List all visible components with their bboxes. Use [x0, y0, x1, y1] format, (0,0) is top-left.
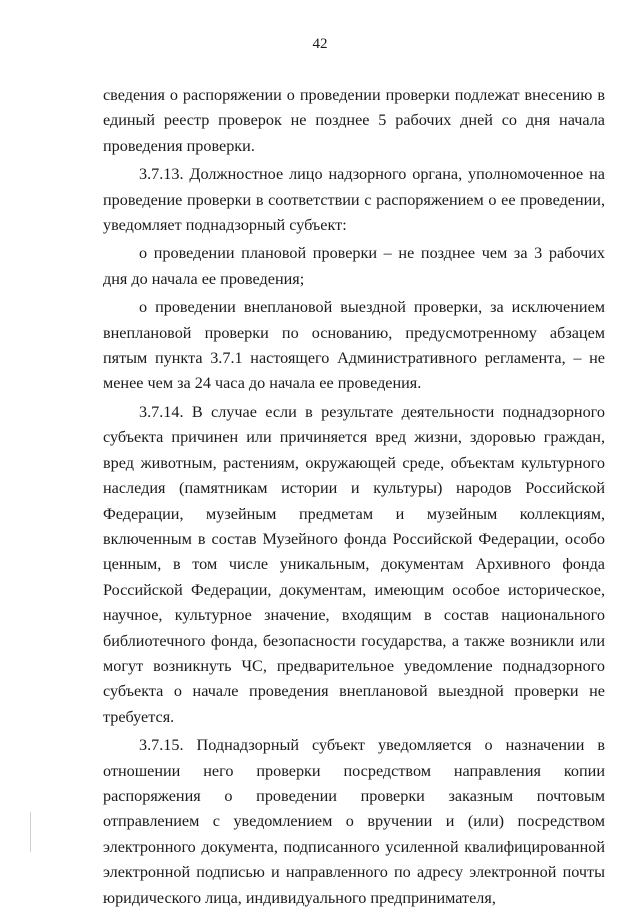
page-number: 42	[312, 36, 328, 52]
paragraph-3-7-15: 3.7.15. Поднадзорный субъект уведомляется о назначении в отношении него проверки посредством направления копии распоряжения о проведении проверки заказным почтовым отправлением с уведомлением о вручении и (или) посредством электронного документа, подписанного усиленной квалифицированной электронной подписью и направленного по адресу электронной почты юридического лица, индивидуального предпринимателя,	[103, 736, 605, 907]
paragraph-unplanned-inspection: о проведении внеплановой выездной проверки, за исключением внеплановой проверки по основанию, предусмотренному абзацем пятым пункта 3.7.1 настоящего Административного регламента, – не менее чем за 24 часа до начала ее проведения.	[103, 298, 605, 393]
paragraph-continuation: сведения о распоряжении о проведении проверки подлежат внесению в единый реестр проверок не позднее 5 рабочих дней со дня начала проведения проверки.	[103, 86, 605, 155]
paragraph-planned-inspection: о проведении плановой проверки – не позднее чем за 3 рабочих дня до начала ее проведения;	[103, 244, 605, 288]
paragraph-3-7-13: 3.7.13. Должностное лицо надзорного органа, уполномоченное на проведение проверки в соответствии с распоряжением о ее проведении, уведомляет поднадзорный субъект:	[103, 165, 605, 235]
paragraph-3-7-14: 3.7.14. В случае если в результате деятельности поднадзорного субъекта причинен или причиняется вред жизни, здоровью граждан, вред животным, растениям, окружающей среде, объектам культурного наследия (памятникам истории и культуры) народов Российской Федерации, музейным предметам и музейным коллекциям, включенным в состав Музейного фонда Российской Федерации, особо ценным, в том числе уникальным, документам Архивного фонда Российской Федерации, документам, имеющим особое историческое, научное, культурное значение, входящим в состав национального библиотечного фонда, безопасности государства, а также возникли или могут возникнуть ЧС, предварительное уведомление поднадзорного субъекта о начале проведения внеплановой выездной проверки не требуется.	[103, 402, 605, 726]
scan-edge-mark	[30, 812, 31, 852]
document-body	[103, 83, 605, 914]
